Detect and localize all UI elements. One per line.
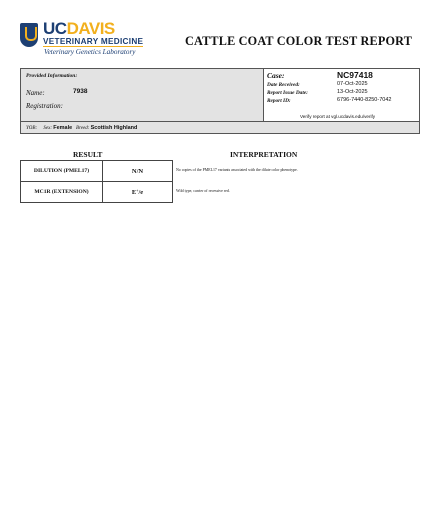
report-id-label: Report ID: [267,98,291,104]
table-row [21,161,173,182]
genotype-value: E [131,188,137,196]
interpretation-text: Wild type, carrier of recessive red. [176,189,230,193]
case-number: NC97418 [337,70,373,80]
table-row [21,182,173,203]
sex-label: Sex: [43,126,52,131]
registration-label: Registration: [26,102,63,110]
locus-cell: MC1R (EXTENSION) [21,182,103,203]
date-received-value: 07-Oct-2025 [337,81,368,87]
logo-lab-name: Veterinary Genetics Laboratory [44,48,136,56]
report-issue-date-label: Report Issue Date: [267,90,308,96]
logo-school-name: VETERINARY MEDICINE [43,37,144,46]
genotype-superscript: + [136,187,139,193]
locus-cell: DILUTION (PMEL17) [21,161,103,182]
results-table [20,160,173,203]
logo-wordmark [43,20,115,37]
interpretation-heading: INTERPRETATION [230,150,298,159]
result-heading: RESULT [73,150,103,159]
yob-label: YOB: [26,126,38,131]
info-divider [20,121,420,122]
name-value: 7938 [73,88,88,95]
sex-value: Female [53,125,73,131]
verify-report-link[interactable]: Verify report at vgl.ucdavis.edu/verify [300,114,376,119]
logo-divider [43,46,143,47]
breed-label: Breed: [75,126,90,131]
name-label: Name: [26,89,45,97]
genotype-cell [103,161,173,182]
genotype-value: N/N [131,167,144,175]
interpretation-text: No copies of the PMEL17 variants associated with the dilute color phenotype. [176,168,298,172]
report-title: CATTLE COAT COLOR TEST REPORT [185,34,413,48]
logo-uc-text: UC [43,19,67,38]
genotype-tail: /e [138,188,144,196]
logo-davis-text: DAVIS [66,19,115,38]
animal-details-row [26,125,137,131]
case-label: Case: [267,71,285,80]
ucdavis-shield-logo [20,23,38,47]
genotype-cell [103,182,173,203]
report-issue-date-value: 13-Oct-2025 [337,89,368,95]
date-received-label: Date Received: [267,82,300,88]
report-id-value: 6796-7440-8250-7042 [337,97,392,103]
provided-info-label: Provided Information: [26,73,78,79]
breed-value: Scottish Highland [90,125,138,131]
